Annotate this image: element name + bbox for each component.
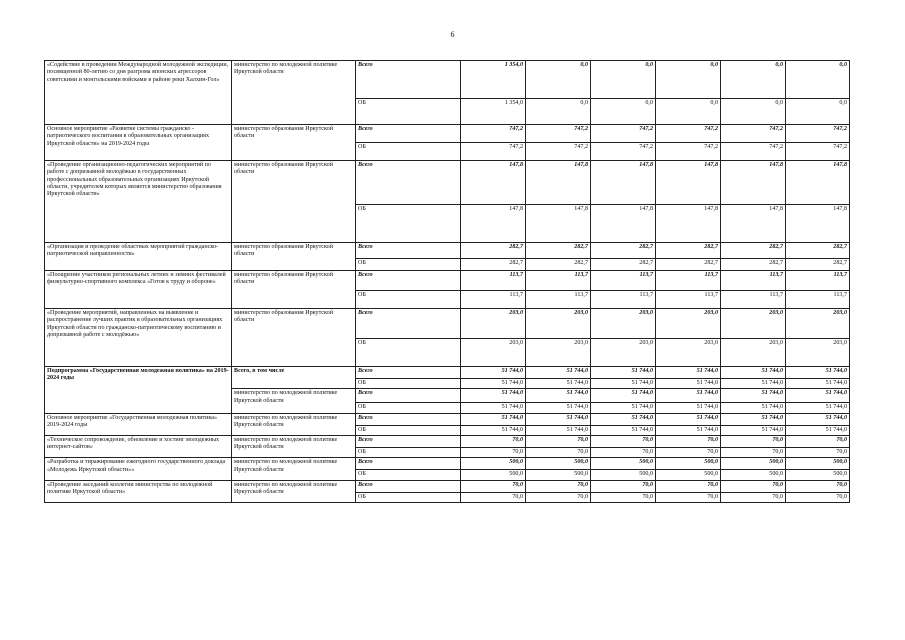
amount-cell: 147,8 (526, 161, 591, 205)
amount-cell: 747,2 (461, 143, 526, 161)
source-total-label: Всего (356, 271, 461, 291)
executor: министерство по молодежной политике Иркутской области (232, 389, 356, 413)
amount-cell: 70,0 (526, 447, 591, 457)
source-ob-label: ОБ (356, 379, 461, 389)
source-total-label: Всего (356, 61, 461, 99)
amount-cell: 70,0 (721, 492, 786, 502)
amount-cell: 51 744,0 (786, 403, 850, 413)
source-total-label: Всего (356, 309, 461, 339)
amount-cell: 70,0 (656, 480, 721, 492)
amount-cell: 70,0 (461, 447, 526, 457)
source-ob-label: ОБ (356, 205, 461, 243)
amount-cell: 51 744,0 (786, 413, 850, 425)
amount-cell: 51 744,0 (656, 389, 721, 403)
amount-cell: 51 744,0 (786, 379, 850, 389)
measure-name: «Проведение мероприятий, направленных на выявление и распространение лучших практик в образовательных организациях Иркутской области по гражданско-патриотическому воспитанию и допризывной работе с молодёжью» (45, 309, 232, 367)
source-total-label: Всего (356, 161, 461, 205)
source-total-label: Всего (356, 413, 461, 425)
amount-cell: 0,0 (656, 99, 721, 125)
executor: министерство образования Иркутской области (232, 271, 356, 309)
amount-cell: 147,8 (526, 205, 591, 243)
amount-cell: 500,0 (656, 458, 721, 470)
amount-cell: 282,7 (591, 259, 656, 271)
amount-cell: 70,0 (461, 435, 526, 447)
executor: министерство образования Иркутской области (232, 243, 356, 271)
executor: министерство по молодежной политике Иркутской области (232, 413, 356, 435)
table-row (45, 309, 850, 339)
amount-cell: 747,2 (591, 143, 656, 161)
amount-cell: 747,2 (786, 143, 850, 161)
amount-cell: 51 744,0 (721, 389, 786, 403)
amount-cell: 203,0 (656, 309, 721, 339)
amount-cell: 51 744,0 (656, 367, 721, 379)
table-row (45, 161, 850, 205)
table-row (45, 243, 850, 259)
amount-cell: 147,8 (786, 205, 850, 243)
amount-cell: 747,2 (526, 143, 591, 161)
amount-cell: 51 744,0 (526, 425, 591, 435)
amount-cell: 747,2 (461, 125, 526, 143)
amount-cell: 51 744,0 (526, 413, 591, 425)
source-total-label: Всего (356, 480, 461, 492)
amount-cell: 500,0 (721, 458, 786, 470)
amount-cell: 70,0 (591, 492, 656, 502)
amount-cell: 747,2 (591, 125, 656, 143)
amount-cell: 282,7 (786, 243, 850, 259)
amount-cell: 0,0 (526, 99, 591, 125)
page-number: 6 (450, 30, 455, 39)
source-total-label: Всего (356, 243, 461, 259)
amount-cell: 51 744,0 (526, 367, 591, 379)
amount-cell: 282,7 (591, 243, 656, 259)
source-ob-label: ОБ (356, 291, 461, 309)
amount-cell: 51 744,0 (721, 413, 786, 425)
amount-cell: 70,0 (591, 480, 656, 492)
amount-cell: 51 744,0 (591, 425, 656, 435)
amount-cell: 51 744,0 (526, 389, 591, 403)
amount-cell: 147,8 (786, 161, 850, 205)
amount-cell: 113,7 (461, 291, 526, 309)
amount-cell: 51 744,0 (526, 379, 591, 389)
measure-name: Основное мероприятие «Государственная молодежная политика» 2019-2024 годы (45, 413, 232, 435)
executor: министерство по молодежной политике Иркутской области (232, 435, 356, 457)
amount-cell: 203,0 (786, 309, 850, 339)
measure-name: Основное мероприятие «Развитие системы гражданско - патриотического воспитания в образовательных организациях Иркутской области» на 2019-2024 годы (45, 125, 232, 161)
executor: министерство по молодежной политике Иркутской области (232, 61, 356, 125)
amount-cell: 70,0 (656, 447, 721, 457)
amount-cell: 500,0 (656, 470, 721, 480)
source-ob-label: ОБ (356, 403, 461, 413)
amount-cell: 70,0 (461, 480, 526, 492)
amount-cell: 500,0 (786, 470, 850, 480)
amount-cell: 70,0 (786, 447, 850, 457)
source-ob-label: ОБ (356, 492, 461, 502)
amount-cell: 0,0 (591, 61, 656, 99)
amount-cell: 113,7 (786, 271, 850, 291)
amount-cell: 51 744,0 (461, 389, 526, 403)
amount-cell: 51 744,0 (721, 367, 786, 379)
table-row (45, 435, 850, 447)
amount-cell: 70,0 (526, 492, 591, 502)
source-ob-label: ОБ (356, 259, 461, 271)
amount-cell: 113,7 (656, 291, 721, 309)
amount-cell: 203,0 (461, 339, 526, 367)
amount-cell: 70,0 (721, 435, 786, 447)
amount-cell: 51 744,0 (461, 413, 526, 425)
amount-cell: 0,0 (786, 61, 850, 99)
amount-cell: 500,0 (591, 470, 656, 480)
measure-name: «Проведение организационно-педагогических мероприятий по работе с допризывной молодёжью в государственных профессиональных образовательных организациях Иркутской области, учредителем которых является министерство образования Иркутской области» (45, 161, 232, 243)
amount-cell: 203,0 (721, 339, 786, 367)
measure-name: «Организация и проведение областных мероприятий гражданско-патриотической направленности» (45, 243, 232, 271)
amount-cell: 113,7 (786, 291, 850, 309)
amount-cell: 147,8 (656, 161, 721, 205)
amount-cell: 70,0 (656, 435, 721, 447)
amount-cell: 70,0 (591, 435, 656, 447)
amount-cell: 500,0 (461, 470, 526, 480)
measure-name: «Поощрение участников региональных летних и зимних фестивалей физкультурно-спортивного комплекса «Готов к труду и обороне» (45, 271, 232, 309)
amount-cell: 70,0 (526, 480, 591, 492)
amount-cell: 51 744,0 (461, 425, 526, 435)
table-row (45, 271, 850, 291)
amount-cell: 500,0 (591, 458, 656, 470)
executor: Всего, в том числе (232, 367, 356, 389)
amount-cell: 147,8 (656, 205, 721, 243)
source-total-label: Всего (356, 125, 461, 143)
amount-cell: 0,0 (591, 99, 656, 125)
amount-cell: 70,0 (786, 480, 850, 492)
measure-name: «Разработка и тиражирование ежегодного государственного доклада «Молодежь Иркутской области»» (45, 458, 232, 480)
amount-cell: 500,0 (526, 470, 591, 480)
budget-table (44, 60, 850, 503)
amount-cell: 51 744,0 (786, 425, 850, 435)
amount-cell: 51 744,0 (591, 379, 656, 389)
amount-cell: 500,0 (526, 458, 591, 470)
amount-cell: 113,7 (461, 271, 526, 291)
amount-cell: 51 744,0 (591, 367, 656, 379)
amount-cell: 51 744,0 (721, 403, 786, 413)
amount-cell: 70,0 (786, 435, 850, 447)
amount-cell: 282,7 (656, 259, 721, 271)
amount-cell: 147,8 (591, 205, 656, 243)
table-row (45, 61, 850, 99)
table-row (45, 480, 850, 492)
amount-cell: 203,0 (656, 339, 721, 367)
amount-cell: 203,0 (591, 339, 656, 367)
amount-cell: 282,7 (461, 259, 526, 271)
amount-cell: 51 744,0 (461, 403, 526, 413)
amount-cell: 500,0 (461, 458, 526, 470)
amount-cell: 147,8 (591, 161, 656, 205)
amount-cell: 147,8 (461, 161, 526, 205)
amount-cell: 113,7 (721, 291, 786, 309)
executor: министерство образования Иркутской области (232, 125, 356, 161)
source-ob-label: ОБ (356, 470, 461, 480)
measure-name: «Техническое сопровождение, обновление и хостинг молодежных интернет-сайтов» (45, 435, 232, 457)
amount-cell: 747,2 (721, 143, 786, 161)
amount-cell: 282,7 (656, 243, 721, 259)
amount-cell: 51 744,0 (786, 367, 850, 379)
amount-cell: 203,0 (591, 309, 656, 339)
executor: министерство по молодежной политике Иркутской области (232, 480, 356, 502)
amount-cell: 147,8 (721, 161, 786, 205)
amount-cell: 0,0 (786, 99, 850, 125)
amount-cell: 51 744,0 (721, 379, 786, 389)
amount-cell: 203,0 (461, 309, 526, 339)
amount-cell: 70,0 (721, 480, 786, 492)
amount-cell: 282,7 (526, 243, 591, 259)
amount-cell: 70,0 (526, 435, 591, 447)
amount-cell: 113,7 (591, 291, 656, 309)
executor: министерство образования Иркутской области (232, 309, 356, 367)
amount-cell: 113,7 (591, 271, 656, 291)
amount-cell: 0,0 (656, 61, 721, 99)
amount-cell: 203,0 (786, 339, 850, 367)
table-row (45, 413, 850, 425)
amount-cell: 51 744,0 (591, 389, 656, 403)
amount-cell: 51 744,0 (526, 403, 591, 413)
amount-cell: 203,0 (526, 309, 591, 339)
source-total-label: Всего (356, 367, 461, 379)
source-ob-label: ОБ (356, 339, 461, 367)
amount-cell: 51 744,0 (591, 413, 656, 425)
amount-cell: 51 744,0 (656, 403, 721, 413)
measure-name: «Проведение заседаний коллегии министерства по молодежной политике Иркутской области» (45, 480, 232, 502)
amount-cell: 747,2 (656, 143, 721, 161)
amount-cell: 282,7 (526, 259, 591, 271)
executor: министерство образования Иркутской области (232, 161, 356, 243)
source-ob-label: ОБ (356, 447, 461, 457)
table-row (45, 125, 850, 143)
amount-cell: 203,0 (526, 339, 591, 367)
amount-cell: 203,0 (721, 309, 786, 339)
source-total-label: Всего (356, 389, 461, 403)
source-total-label: Всего (356, 435, 461, 447)
source-ob-label: ОБ (356, 425, 461, 435)
amount-cell: 747,2 (656, 125, 721, 143)
amount-cell: 0,0 (721, 61, 786, 99)
amount-cell: 0,0 (526, 61, 591, 99)
source-ob-label: ОБ (356, 99, 461, 125)
amount-cell: 51 744,0 (656, 413, 721, 425)
amount-cell: 147,8 (461, 205, 526, 243)
amount-cell: 70,0 (721, 447, 786, 457)
amount-cell: 51 744,0 (461, 379, 526, 389)
amount-cell: 51 744,0 (461, 367, 526, 379)
executor: министерство по молодежной политике Иркутской области (232, 458, 356, 480)
amount-cell: 747,2 (786, 125, 850, 143)
amount-cell: 70,0 (461, 492, 526, 502)
amount-cell: 282,7 (786, 259, 850, 271)
amount-cell: 51 744,0 (786, 389, 850, 403)
table-row (45, 458, 850, 470)
amount-cell: 70,0 (786, 492, 850, 502)
measure-name: «Содействие в проведении Международной молодежной экспедиции, посвященной 80-летию со дня разгрома японских агрессоров советскими и монгольскими войсками в районе реки Халхин-Гол» (45, 61, 232, 125)
source-total-label: Всего (356, 458, 461, 470)
amount-cell: 51 744,0 (656, 425, 721, 435)
table-row (45, 367, 850, 379)
amount-cell: 51 744,0 (656, 379, 721, 389)
amount-cell: 282,7 (721, 259, 786, 271)
amount-cell: 113,7 (721, 271, 786, 291)
amount-cell: 747,2 (721, 125, 786, 143)
measure-name: Подпрограмма «Государственная молодежная политика» на 2019-2024 годы (45, 367, 232, 414)
amount-cell: 70,0 (591, 447, 656, 457)
amount-cell: 500,0 (786, 458, 850, 470)
amount-cell: 113,7 (656, 271, 721, 291)
amount-cell: 51 744,0 (721, 425, 786, 435)
amount-cell: 113,7 (526, 291, 591, 309)
amount-cell: 282,7 (461, 243, 526, 259)
table-body (45, 61, 850, 503)
amount-cell: 747,2 (526, 125, 591, 143)
amount-cell: 1 354,0 (461, 99, 526, 125)
amount-cell: 500,0 (721, 470, 786, 480)
amount-cell: 1 354,0 (461, 61, 526, 99)
source-ob-label: ОБ (356, 143, 461, 161)
amount-cell: 51 744,0 (591, 403, 656, 413)
amount-cell: 282,7 (721, 243, 786, 259)
amount-cell: 0,0 (721, 99, 786, 125)
amount-cell: 113,7 (526, 271, 591, 291)
amount-cell: 70,0 (656, 492, 721, 502)
amount-cell: 147,8 (721, 205, 786, 243)
